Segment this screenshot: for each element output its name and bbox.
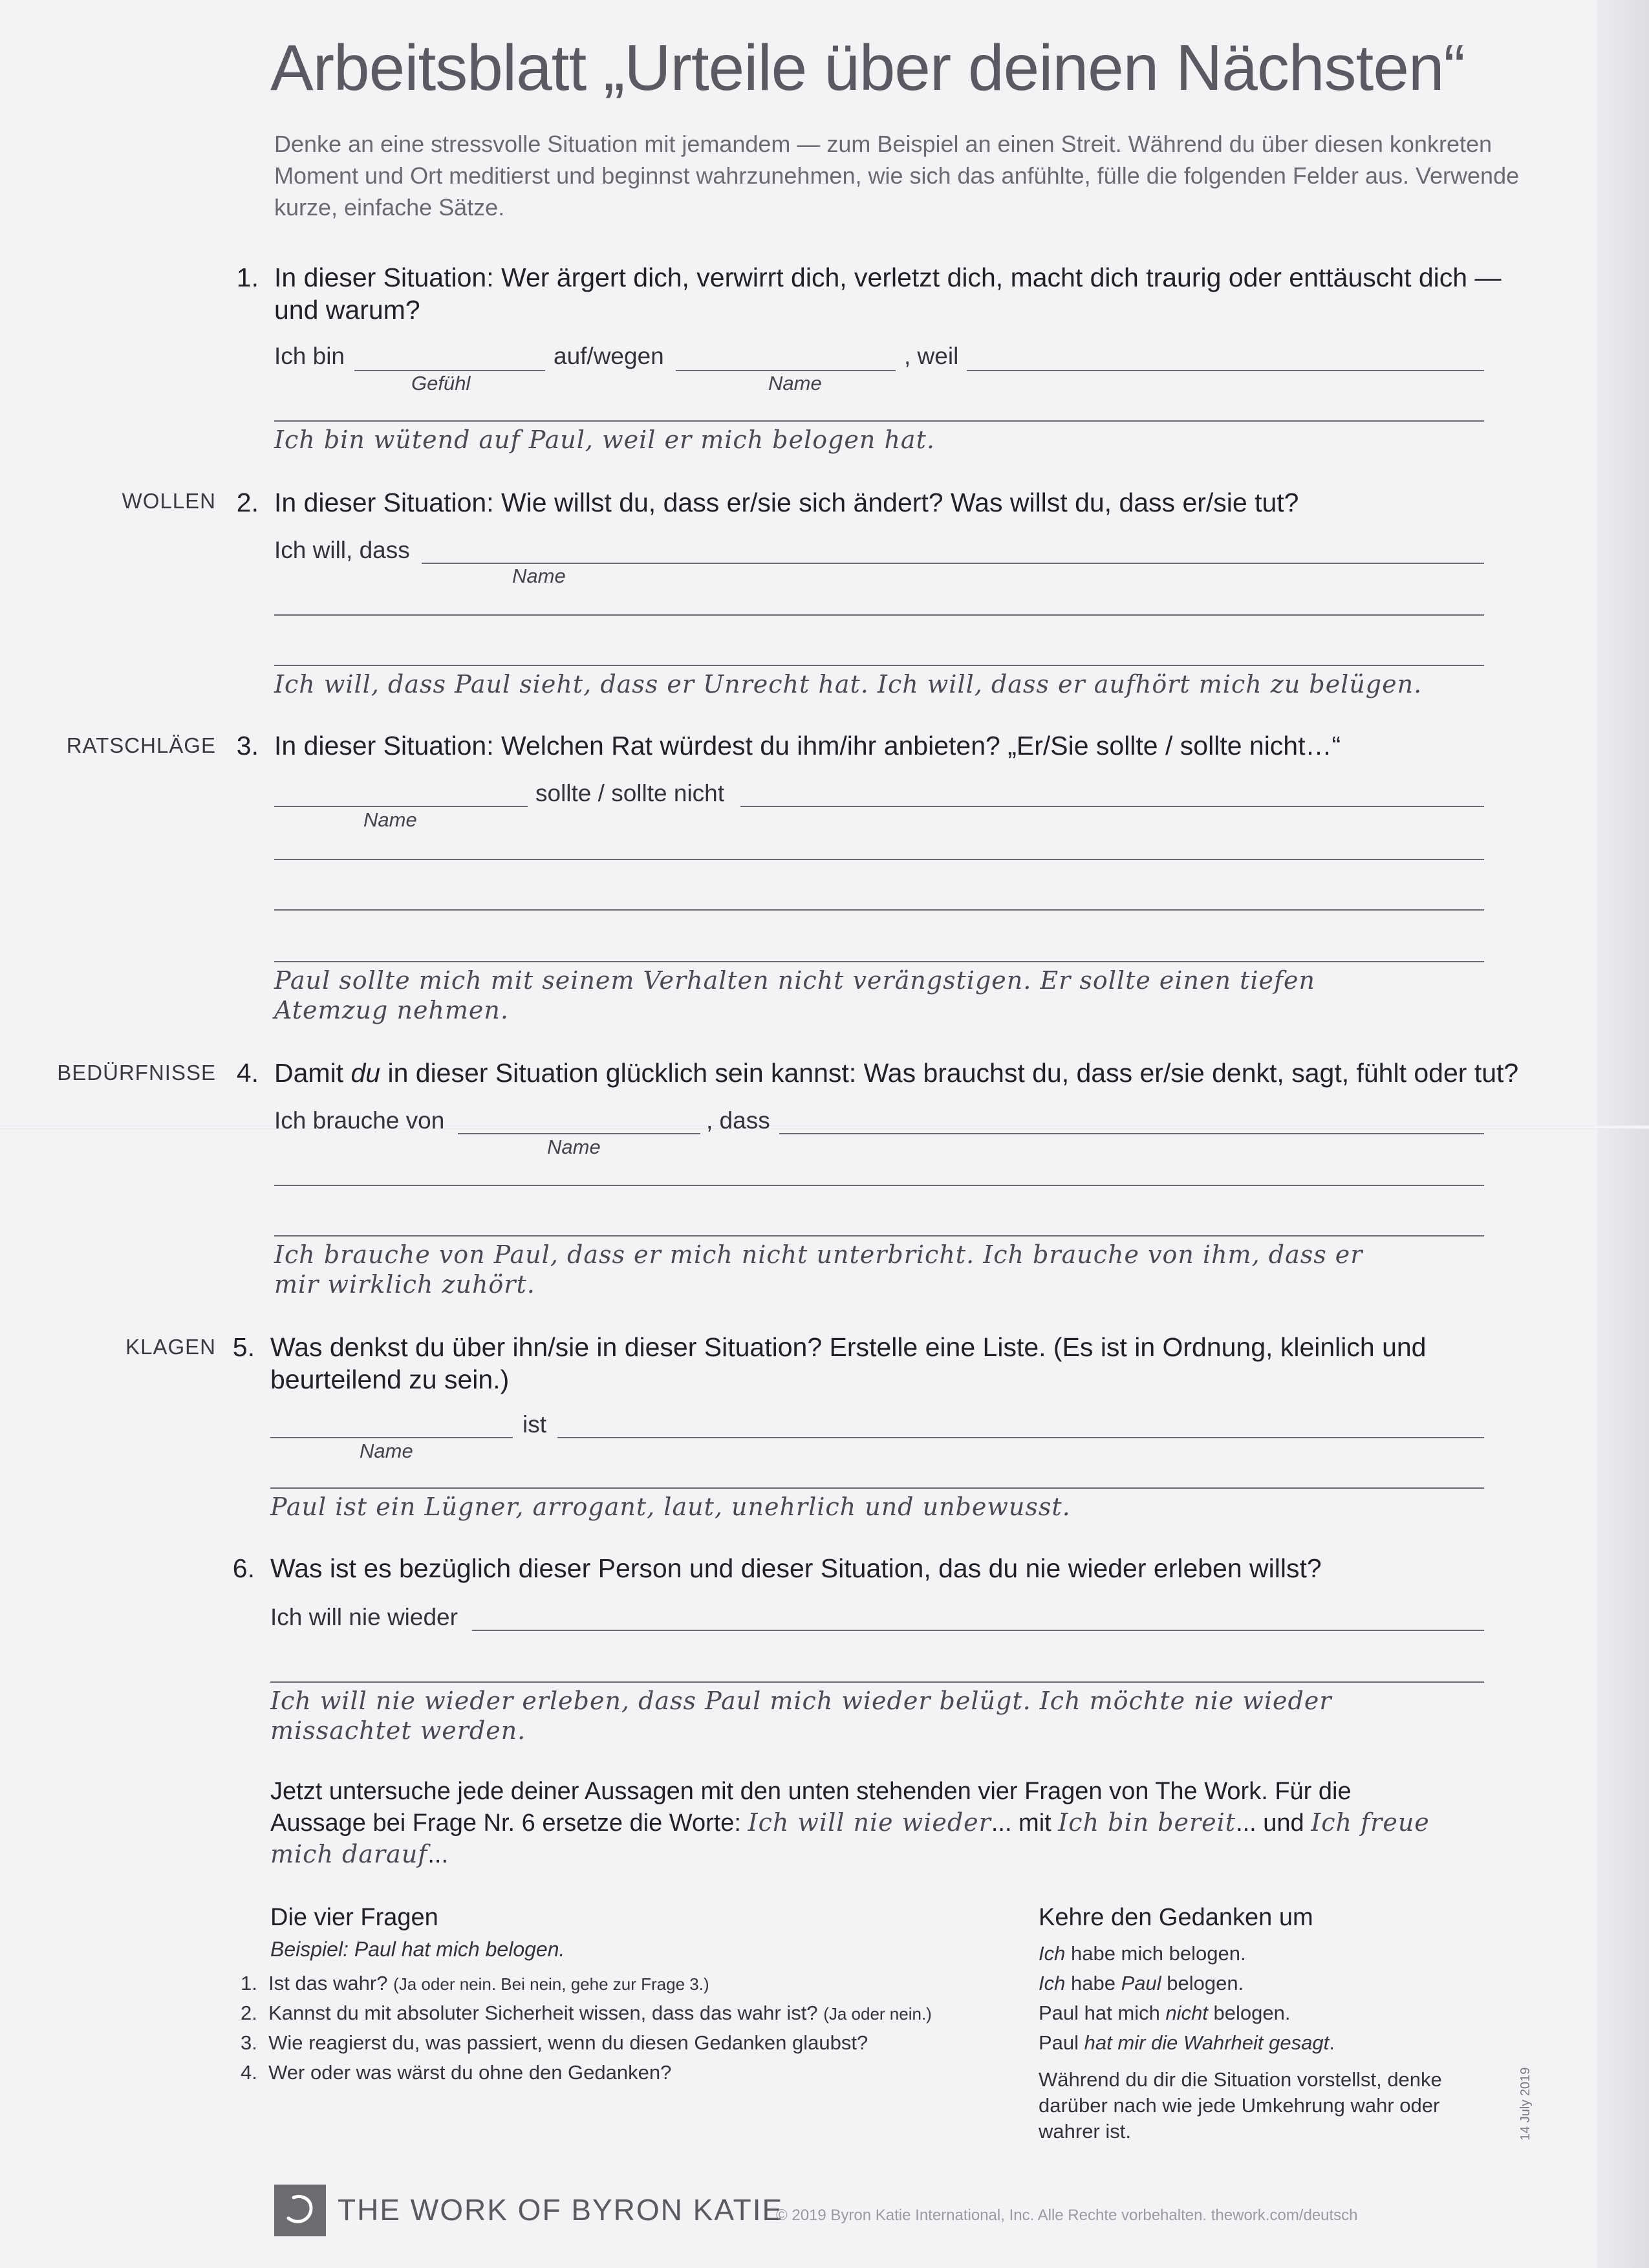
- q1-reason-field[interactable]: [967, 370, 1484, 371]
- q5-name-field[interactable]: [270, 1437, 513, 1438]
- q5-side-label: KLAGEN: [125, 1335, 216, 1359]
- q2-example: Ich will, dass Paul sieht, dass er Unrecht hat. Ich will, dass er aufhört mich zu belügen.: [274, 670, 1423, 698]
- q6-example-2: missachtet werden.: [270, 1716, 526, 1745]
- paper-fold: [0, 1125, 1649, 1129]
- q6-number: 6.: [232, 1553, 255, 1583]
- print-date: 14 July 2019: [1518, 2067, 1533, 2141]
- q6-label-ich-will-nie: Ich will nie wieder: [270, 1604, 458, 1630]
- q6-question: Was ist es bezüglich dieser Person und dieser Situation, das du nie wieder erleben willst?: [270, 1553, 1322, 1583]
- q3-hint-name: Name: [363, 808, 417, 831]
- q4-line-2[interactable]: [274, 1185, 1484, 1186]
- q6-example-1: Ich will nie wieder erleben, dass Paul mich wieder belügt. Ich möchte nie wieder: [270, 1687, 1332, 1715]
- q3-name-field[interactable]: [274, 806, 528, 807]
- q4-question: Damit du in dieser Situation glücklich sein kannst: Was brauchst du, dass er/sie denkt, sagt, fühlt oder tut?: [274, 1058, 1519, 1088]
- q1-label-ich-bin: Ich bin: [274, 343, 345, 369]
- q4-line-1[interactable]: [779, 1133, 1484, 1134]
- q1-hint-name: Name: [768, 372, 822, 394]
- four-questions-heading: Die vier Fragen: [270, 1904, 438, 1931]
- turnaround-4: Paul hat mir die Wahrheit gesagt.: [1039, 2031, 1335, 2054]
- q2-question: In dieser Situation: Wie willst du, dass er/sie sich ändert? Was willst du, dass er/sie tut?: [274, 488, 1299, 517]
- turnaround-2: Ich habe Paul belogen.: [1039, 1972, 1244, 1994]
- q1-number: 1.: [236, 263, 259, 292]
- intro-text: Denke an eine stressvolle Situation mit jemandem — zum Beispiel an einen Streit. Während du über diesen konkreten Moment und Ort meditierst und beginnst wahrzunehmen, wie sich das anfühlte, fülle die folgenden Felder aus. Verwende kurze, einfache Sätze.: [274, 131, 1520, 221]
- turnaround-note: Während du dir die Situation vorstellst, denke darüber nach wie jede Umkehrung wahr oder wahrer ist.: [1039, 2068, 1442, 2143]
- q1-example: Ich bin wütend auf Paul, weil er mich belogen hat.: [274, 426, 935, 454]
- q4-name-field[interactable]: [458, 1133, 700, 1134]
- q3-example-1: Paul sollte mich mit seinem Verhalten nicht verängstigen. Er sollte einen tiefen: [274, 966, 1316, 995]
- logo-icon: [274, 2185, 326, 2236]
- q2-side-label: WOLLEN: [122, 489, 216, 513]
- q5-line-1[interactable]: [557, 1437, 1484, 1438]
- q5-number: 5.: [232, 1332, 255, 1362]
- q2-label-ich-will: Ich will, dass: [274, 537, 410, 563]
- q2-number: 2.: [236, 488, 259, 517]
- copyright-text: © 2019 Byron Katie International, Inc. Alle Rechte vorbehalten. thework.com/deutsch: [776, 2207, 1358, 2224]
- q4-hint-name: Name: [547, 1136, 601, 1158]
- q4-number: 4.: [236, 1058, 259, 1088]
- four-questions-example: Beispiel: Paul hat mich belogen.: [270, 1938, 565, 1961]
- q5-example: Paul ist ein Lügner, arrogant, laut, unehrlich und unbewusst.: [270, 1493, 1071, 1521]
- q4-example-2: mir wirklich zuhört.: [274, 1270, 535, 1299]
- q6-line-1[interactable]: [472, 1630, 1484, 1631]
- turnaround-heading: Kehre den Gedanken um: [1039, 1904, 1313, 1931]
- q2-line-2[interactable]: [274, 614, 1484, 616]
- instruction-text: Jetzt untersuche jede deiner Aussagen mit den unten stehenden vier Fragen von The Work. Für die Aussage bei Frage Nr. 6 ersetze die Worte: Ich will nie wieder... mit Ich bin bereit... und Ich freue mich darauf...: [270, 1778, 1430, 1868]
- q5-label-ist: ist: [523, 1411, 546, 1438]
- four-question-2: 2. Kannst du mit absoluter Sicherheit wissen, dass das wahr ist? (Ja oder nein.): [241, 2002, 932, 2024]
- q1-line-2[interactable]: [274, 420, 1484, 422]
- q4-label-ich-brauche: Ich brauche von: [274, 1107, 445, 1134]
- q6-line-2[interactable]: [270, 1681, 1484, 1683]
- q3-question: In dieser Situation: Welchen Rat würdest du ihm/ihr anbieten? „Er/Sie sollte / sollte nicht…“: [274, 731, 1341, 761]
- q5-question: Was denkst du über ihn/sie in dieser Situation? Erstelle eine Liste. (Es ist in Ordnung, kleinlich und beurteilend zu sein.): [270, 1332, 1427, 1394]
- q3-example-2: Atemzug nehmen.: [274, 996, 509, 1024]
- q1-hint-gefuehl: Gefühl: [411, 372, 471, 394]
- q1-label-weil: , weil: [904, 343, 959, 369]
- q3-line-1[interactable]: [740, 806, 1484, 807]
- q4-label-dass: , dass: [706, 1107, 770, 1134]
- q3-label-sollte: sollte / sollte nicht: [535, 780, 725, 806]
- q4-side-label: BEDÜRFNISSE: [57, 1061, 216, 1085]
- turnaround-1: Ich habe mich belogen.: [1039, 1942, 1246, 1965]
- q1-name-field[interactable]: [676, 370, 896, 371]
- q3-line-3[interactable]: [274, 909, 1484, 911]
- q3-line-4[interactable]: [274, 961, 1484, 962]
- q2-hint-name: Name: [512, 565, 566, 587]
- q1-label-auf-wegen: auf/wegen: [554, 343, 664, 369]
- q4-example-1: Ich brauche von Paul, dass er mich nicht unterbricht. Ich brauche von ihm, dass er: [274, 1240, 1363, 1269]
- q2-line-1[interactable]: [422, 563, 1484, 564]
- q2-line-3[interactable]: [274, 665, 1484, 666]
- four-question-1: 1. Ist das wahr? (Ja oder nein. Bei nein, gehe zur Frage 3.): [241, 1972, 709, 1994]
- q5-line-2[interactable]: [270, 1487, 1484, 1489]
- q3-number: 3.: [236, 731, 259, 761]
- q5-hint-name: Name: [360, 1440, 413, 1462]
- brand-name: THE WORK OF BYRON KATIE: [338, 2193, 784, 2227]
- page-title: Arbeitsblatt „Urteile über deinen Nächsten“: [270, 32, 1465, 104]
- q4-line-3[interactable]: [274, 1235, 1484, 1237]
- q1-feeling-field[interactable]: [354, 370, 545, 371]
- q3-line-2[interactable]: [274, 859, 1484, 860]
- four-question-3: 3. Wie reagierst du, was passiert, wenn du diesen Gedanken glaubst?: [241, 2031, 868, 2054]
- turnaround-3: Paul hat mich nicht belogen.: [1039, 2002, 1291, 2024]
- page-edge-shadow: [1597, 0, 1649, 2268]
- four-question-4: 4. Wer oder was wärst du ohne den Gedanken?: [241, 2061, 672, 2084]
- q3-side-label: RATSCHLÄGE: [66, 733, 216, 757]
- q1-question: In dieser Situation: Wer ärgert dich, verwirrt dich, verletzt dich, macht dich traurig oder enttäuscht dich — und warum?: [274, 263, 1502, 325]
